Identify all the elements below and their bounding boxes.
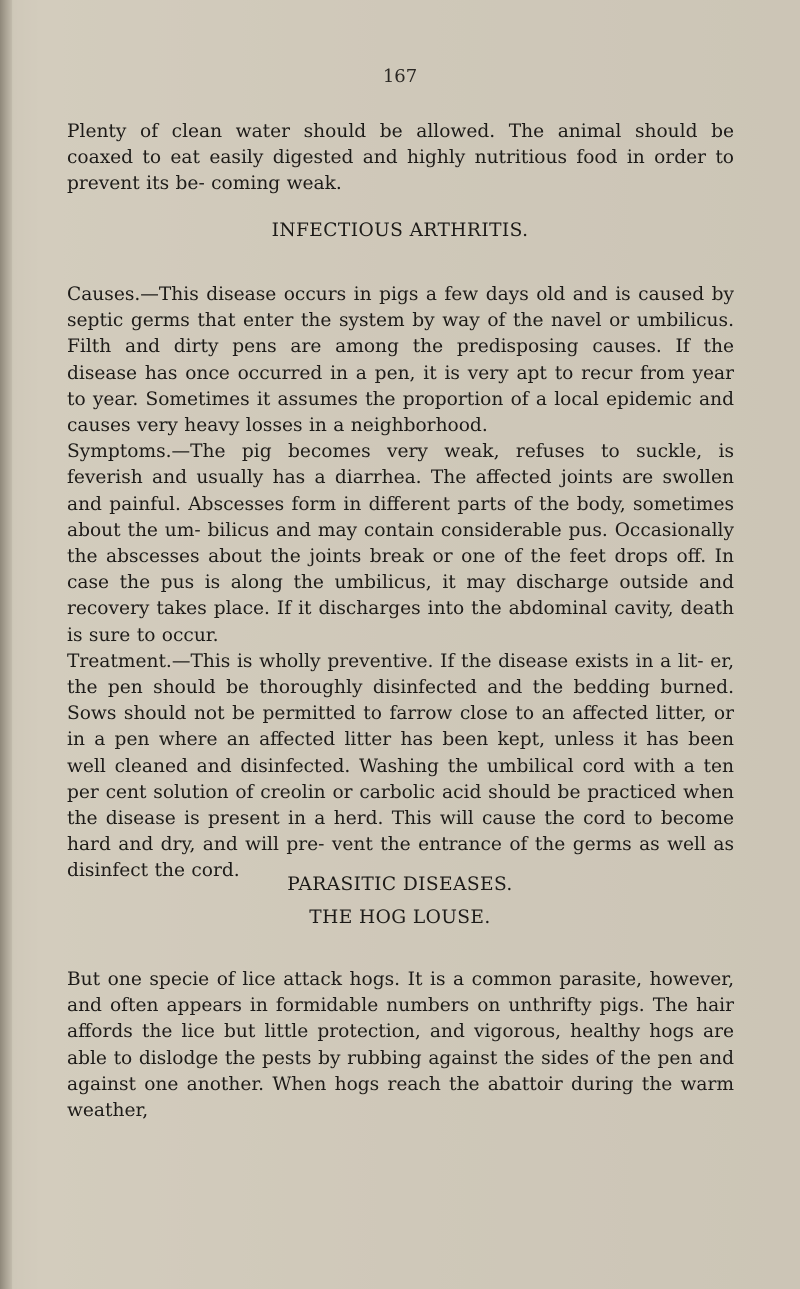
arthritis-section-body bbox=[67, 282, 734, 885]
intro-paragraph: Plenty of clean water should be allowed. The animal should be coaxed to eat easily digested and highly nutritious food in order to prevent its be- coming weak. bbox=[67, 121, 734, 195]
heading-parasitic-diseases: PARASITIC DISEASES. bbox=[287, 874, 513, 895]
treatment-paragraph: Treatment.—This is wholly preventive. If the disease exists in a lit- er, the pen should be thoroughly disinfected and the bedding burned. Sows should not be permitted to farrow close to an affected litter, or in a pen where an affected litter has been kept, unless it has been well cleaned and disinfected. Washing the umbilical cord with a ten per cent solution of creolin or carbolic acid should be practiced when the disease is present in a herd. This will cause the cord to become hard and dry, and will pre- vent the entrance of the germs as well as disinfect the cord. bbox=[67, 650, 734, 882]
causes-paragraph: Causes.—This disease occurs in pigs a few days old and is caused by septic germs that enter the system by way of the navel or umbilicus. Filth and dirty pens are among the predisposing causes. If the disease has once occurred in a pen, it is very apt to recur from year to year. Sometimes it assumes the proportion of a local epidemic and causes very heavy losses in a neighborhood. bbox=[67, 284, 734, 437]
hog-louse-paragraph: But one specie of lice attack hogs. It is a common parasite, however, and often appears in formidable numbers on unthrifty pigs. The hair affords the lice but little protection, and vigorous, healthy hogs are able to dislodge the pests by rubbing against the sides of the pen and against one another. When hogs reach the abattoir during the warm weather, bbox=[67, 969, 734, 1122]
page-number: 167 bbox=[382, 66, 418, 87]
symptoms-paragraph: Symptoms.—The pig becomes very weak, refuses to suckle, is feverish and usually has a diarrhea. The affected joints are swollen and painful. Abscesses form in different parts of the body, sometimes about the um- bilicus and may contain considerable pus. Occasionally the abscesses about the joints break or one of the feet drops off. In case the pus is along the umbilicus, it may discharge outside and recovery takes place. If it discharges into the abdominal cavity, death is sure to occur. bbox=[67, 441, 734, 646]
heading-hog-louse: THE HOG LOUSE. bbox=[309, 907, 491, 928]
heading-infectious-arthritis: INFECTIOUS ARTHRITIS. bbox=[271, 220, 529, 241]
hog-louse-text bbox=[67, 967, 734, 1124]
intro-text bbox=[67, 119, 734, 198]
page-gutter bbox=[0, 0, 12, 1289]
